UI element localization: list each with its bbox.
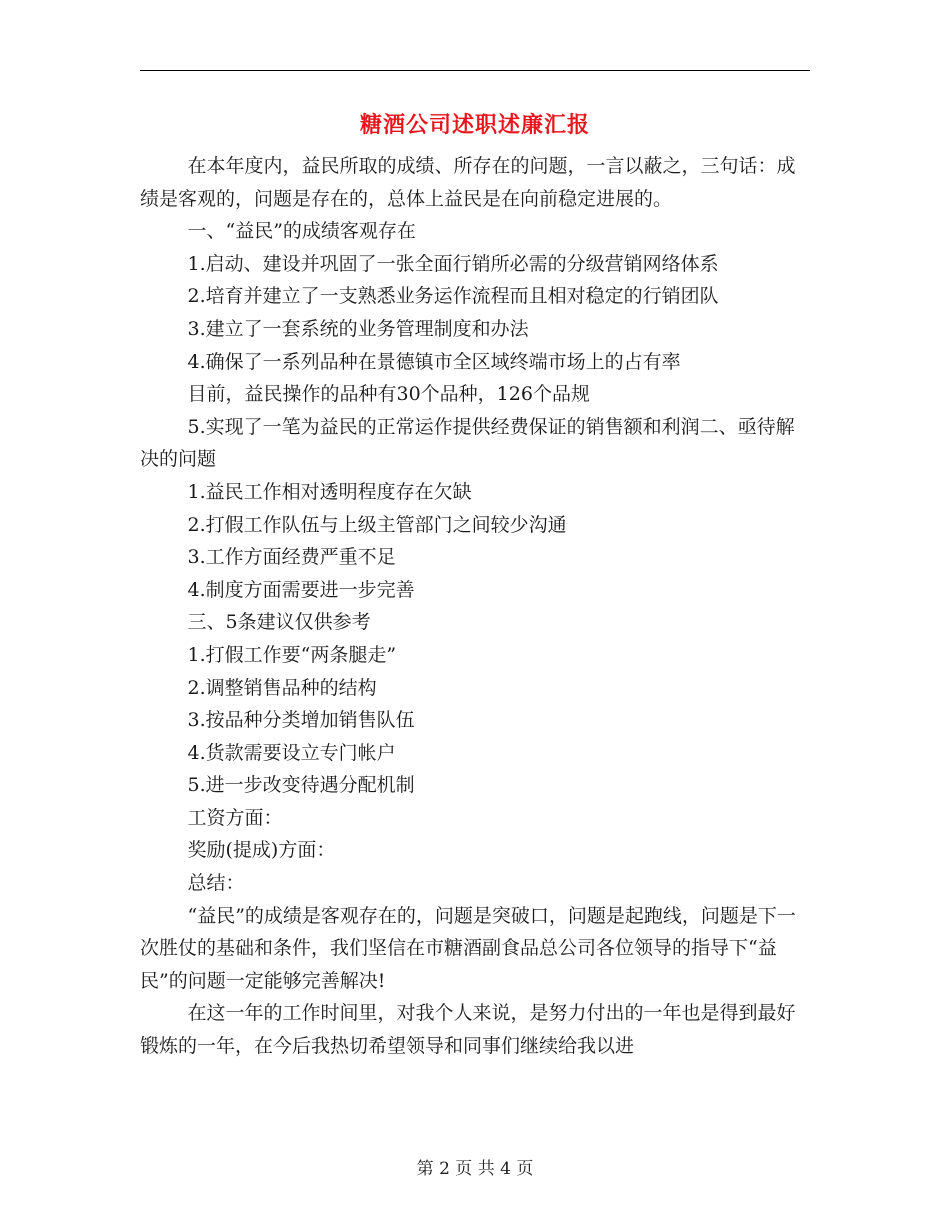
paragraph-summary-label: 总结： <box>187 872 245 895</box>
list-item: 4.货款需要设立专门帐户 <box>187 741 396 764</box>
document-title: 糖酒公司述职述廉汇报 <box>359 112 590 138</box>
paragraph-intro: 在本年度内，益民所取的成绩、所存在的问题，一言以蔽之，三句话：成绩是客观的，问题是存在的，总体上益民是在向前稳定进展的。 <box>140 155 796 210</box>
list-item: 4.确保了一系列品种在景德镇市全区域终端市场上的占有率 <box>187 350 681 373</box>
section-heading-suggestions: 三、5条建议仅供参考 <box>187 611 371 634</box>
paragraph-salary: 工资方面： <box>187 806 283 829</box>
list-item: 3.按品种分类增加销售队伍 <box>187 709 415 732</box>
section-heading-achievements: 一、“益民”的成绩客观存在 <box>187 220 416 243</box>
list-item: 2.打假工作队伍与上级主管部门之间较少沟通 <box>187 513 567 536</box>
list-item: 1.打假工作要“两条腿走” <box>187 643 397 666</box>
list-item: 1.启动、建设并巩固了一张全面行销所必需的分级营销网络体系 <box>187 252 719 275</box>
paragraph-summary: “益民”的成绩是客观存在的，问题是突破口，问题是起跑线，问题是下一次胜仗的基础和条件，我们坚信在市糖酒副食品总公司各位领导的指导下“益民”的问题一定能够完善解决! <box>140 904 796 992</box>
paragraph-bonus: 奖励(提成)方面： <box>187 839 336 862</box>
list-item: 3.工作方面经费严重不足 <box>187 546 396 569</box>
paragraph-products: 目前，益民操作的品种有30个品种，126个品规 <box>187 383 590 406</box>
page-indicator: 第 2 页 共 4 页 <box>416 1159 534 1179</box>
document-body <box>140 150 810 1063</box>
list-item: 5.进一步改变待遇分配机制 <box>187 774 415 797</box>
list-item: 3.建立了一套系统的业务管理制度和办法 <box>187 317 529 340</box>
paragraph-closing: 在这一年的工作时间里，对我个人来说，是努力付出的一年也是得到最好锻炼的一年，在今后我热切希望领导和同事们继续给我以进 <box>140 1002 796 1058</box>
list-item: 2.培育并建立了一支熟悉业务运作流程而且相对稳定的行销团队 <box>187 285 719 308</box>
list-item: 2.调整销售品种的结构 <box>187 676 377 699</box>
list-item: 5.实现了一笔为益民的正常运作提供经费保证的销售额和利润二、亟待解决的问题 <box>140 415 795 471</box>
list-item: 1.益民工作相对透明程度存在欠缺 <box>187 480 472 503</box>
header-rule <box>140 70 810 71</box>
list-item: 4.制度方面需要进一步完善 <box>187 578 415 601</box>
